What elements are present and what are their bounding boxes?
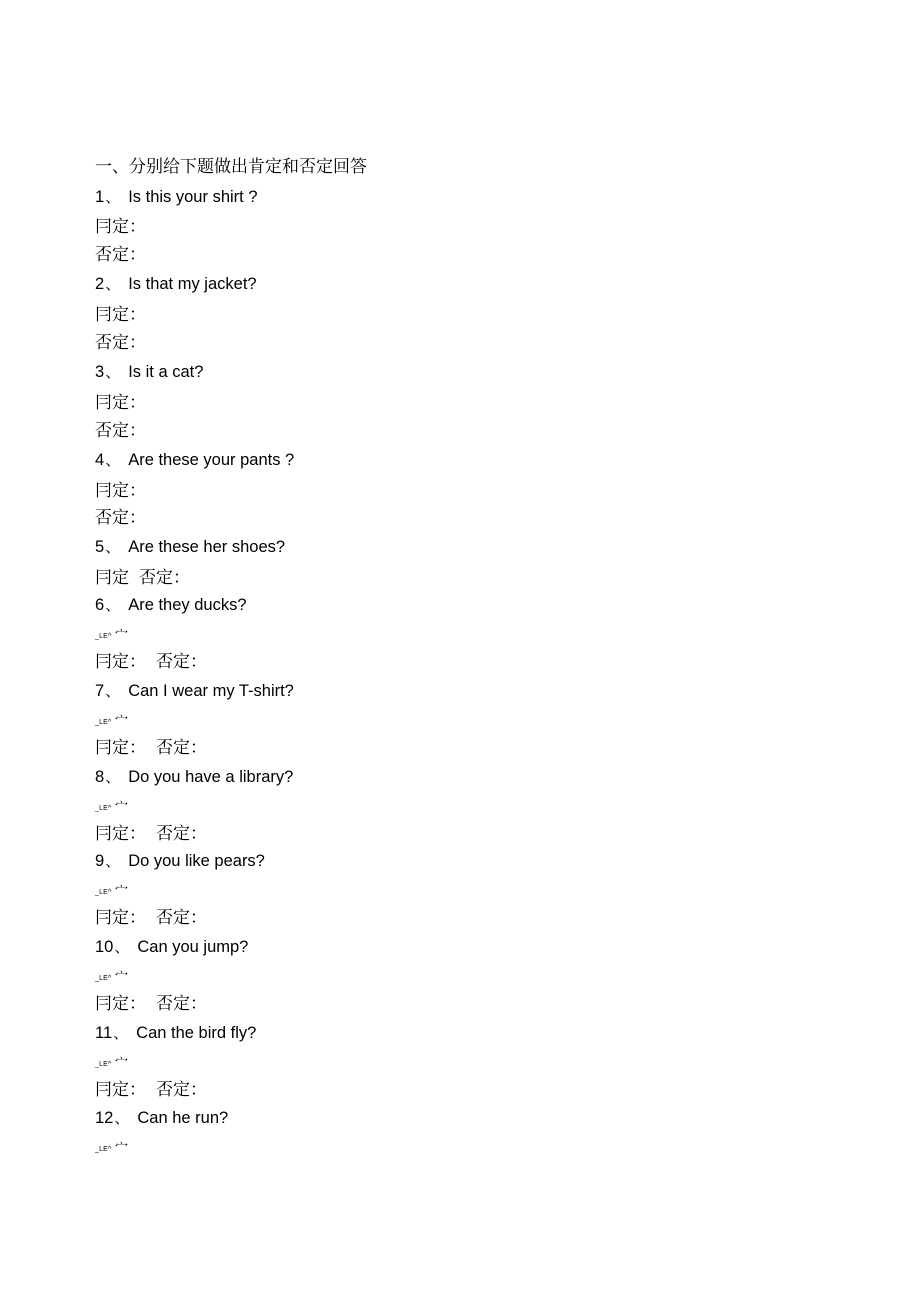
question-number: 5 [95,538,105,556]
question-9 [95,850,265,872]
ocr-artifact [95,624,155,644]
answer-row [95,907,207,929]
ocr-artifact-text: _LE^ [95,633,112,640]
question-number: 4 [95,451,105,469]
negative-label: 否定： [156,652,207,672]
negative-label: 否定： [156,738,207,758]
ocr-artifact-text: _LE^ [95,805,112,812]
question-separator: 、 [105,682,121,700]
question-separator: 、 [105,768,121,786]
answer-row [95,567,190,589]
question-text: Can he run? [137,1109,229,1127]
affirmative-label: 冃定： [95,1080,146,1100]
question-separator: 、 [105,852,121,870]
question-separator: 、 [113,1024,129,1042]
affirmative-label: 冃定： [95,652,146,672]
question-number: 7 [95,682,105,700]
affirmative-label: 冃定： [95,994,146,1014]
question-number: 10 [95,938,114,956]
question-11 [95,1022,256,1044]
answer-row [95,1079,207,1101]
question-number: 11 [95,1024,113,1042]
question-text: Is it a cat? [128,363,204,381]
affirmative-label: 冃定： [95,908,146,928]
affirmative-label: 冃定： [95,393,146,413]
question-7 [95,680,294,702]
ocr-artifact-glyph: 宀 [115,714,129,729]
negative-label: 否定： [156,994,207,1014]
question-text: Can the bird fly? [136,1024,257,1042]
ocr-artifact [95,1052,155,1072]
ocr-artifact-glyph: 宀 [115,1056,129,1071]
negative-label: 否定： [95,245,146,265]
negative-label: 否定： [156,908,207,928]
answer-row [95,993,207,1015]
question-separator: 、 [105,596,121,614]
question-3 [95,361,203,383]
ocr-artifact-text: _LE^ [95,719,112,726]
affirmative-label: 冃定： [95,824,146,844]
negative-label: 否定： [95,333,146,353]
question-5 [95,536,285,558]
affirmative-label: 冃定： [95,738,146,758]
answer-row [95,651,207,673]
ocr-artifact-glyph: 宀 [115,884,129,899]
negative-label: 否定： [139,568,190,588]
answer-row [95,737,207,759]
ocr-artifact-glyph: 宀 [115,970,129,985]
question-number: 8 [95,768,105,786]
ocr-artifact-text: _LE^ [95,1146,112,1153]
question-number: 6 [95,596,105,614]
section-title: 一、分别给下题做出肯定和否定回答 [95,157,367,177]
question-separator: 、 [105,451,121,469]
affirmative-label: 冃定： [95,305,146,325]
question-text: Is that my jacket? [128,275,257,293]
question-4 [95,449,294,471]
ocr-artifact [95,966,155,986]
question-separator: 、 [114,938,130,956]
question-8 [95,766,293,788]
question-separator: 、 [114,1109,130,1127]
question-separator: 、 [105,275,121,293]
ocr-artifact-glyph: 宀 [115,800,129,815]
question-text: Do you have a library? [128,768,294,786]
affirmative-label: 冃定 [95,568,129,588]
ocr-artifact [95,796,155,816]
ocr-artifact-text: _LE^ [95,889,112,896]
ocr-artifact-text: _LE^ [95,1061,112,1068]
question-text: Do you like pears? [128,852,265,870]
affirmative-label: 冃定： [95,481,146,501]
ocr-artifact-glyph: 宀 [115,628,129,643]
ocr-artifact-text: _LE^ [95,975,112,982]
ocr-artifact [95,710,155,730]
question-text: Are these her shoes? [128,538,286,556]
question-text: Are these your pants ? [128,451,295,469]
question-6 [95,594,247,616]
question-text: Can you jump? [137,938,249,956]
question-text: Are they ducks? [128,596,247,614]
question-1 [95,186,258,208]
question-number: 3 [95,363,105,381]
question-number: 12 [95,1109,114,1127]
question-12 [95,1107,228,1129]
negative-label: 否定： [156,824,207,844]
question-text: Can I wear my T-shirt? [128,682,294,700]
question-separator: 、 [105,363,121,381]
affirmative-label: 冃定： [95,217,146,237]
ocr-artifact [95,1137,155,1157]
ocr-artifact [95,880,155,900]
negative-label: 否定： [95,508,146,528]
question-separator: 、 [105,188,121,206]
question-number: 2 [95,275,105,293]
answer-row [95,823,207,845]
negative-label: 否定： [95,421,146,441]
question-number: 1 [95,188,105,206]
question-text: Is this your shirt ? [128,188,258,206]
question-number: 9 [95,852,105,870]
question-2 [95,273,257,295]
negative-label: 否定： [156,1080,207,1100]
question-separator: 、 [105,538,121,556]
question-10 [95,936,248,958]
ocr-artifact-glyph: 宀 [115,1141,129,1156]
